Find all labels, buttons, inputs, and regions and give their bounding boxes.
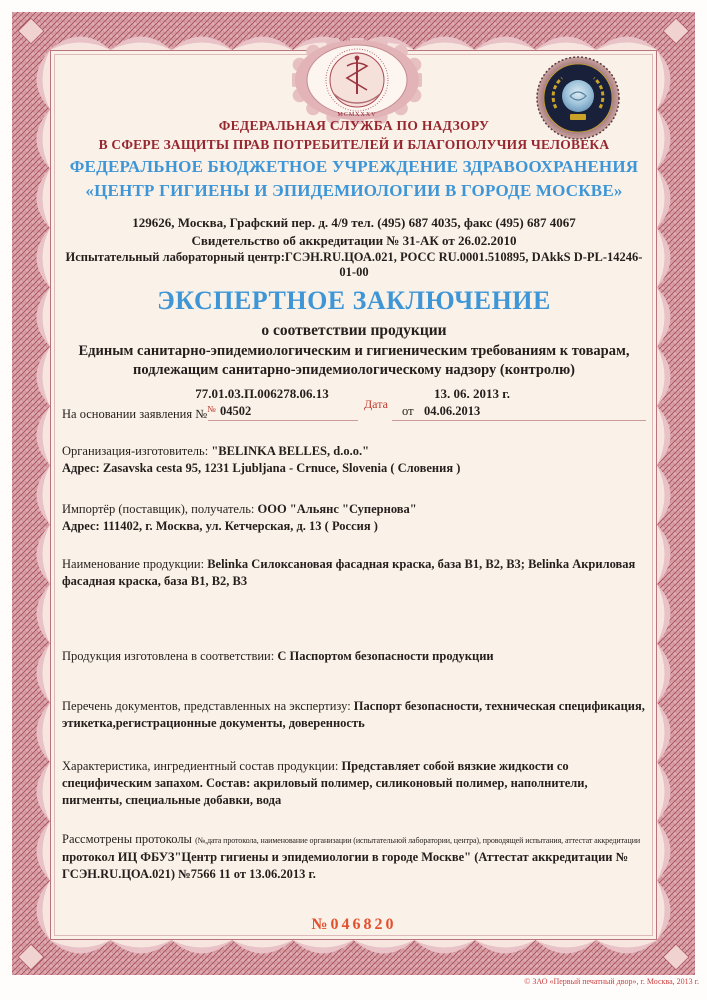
manufacturer-value: "BELINKA BELLES, d.o.o." — [211, 444, 370, 458]
header-agency-line1: ФЕДЕРАЛЬНАЯ СЛУЖБА ПО НАДЗОРУ — [218, 118, 490, 133]
documents-value: Паспорт безопасности, техническая спецификация, этикетка,регистрационные документы, доверенность — [62, 699, 645, 730]
application-label: На основании заявления №№ — [62, 404, 216, 421]
characteristics-value: Представляет собой вязкие жидкости со специфическим запахом. Состав: акриловый полимер, силиконовый полимер, наполнители, пигменты, специальные добавки, вода — [62, 759, 588, 807]
documents-label: Перечень документов, представленных на экспертизу: — [62, 699, 354, 713]
svg-text:MCMXXXV: MCMXXXV — [337, 112, 377, 118]
product-value: Belinka Силоксановая фасадная краска, база В1, В2, В3; Belinka Акриловая фасадная краска, база В1, В2, В3 — [62, 557, 636, 588]
section-characteristics — [62, 758, 646, 809]
conformity-label: Продукция изготовлена в соответствии: — [62, 649, 278, 663]
header-lab-center: Испытательный лабораторный центр:ГСЭН.RU.ЦОА.021, РОСС RU.0001.510895, DAkkS D-PL-14246-01-00 — [65, 250, 643, 279]
header-agency-line2: В СФЕРЕ ЗАЩИТЫ ПРАВ ПОТРЕБИТЕЛЕЙ И БЛАГОПОЛУЧИЯ ЧЕЛОВЕКА — [98, 137, 610, 152]
application-number-line — [208, 420, 358, 421]
section-conformity — [62, 648, 646, 665]
serial-number: №046820 — [311, 916, 397, 933]
header-accreditation: Свидетельство об аккредитации № 31-АК от 26.02.2010 — [191, 233, 517, 248]
section-manufacturer — [62, 443, 646, 477]
protocols-value: протокол ИЦ ФБУЗ"Центр гигиены и эпидемиологии в городе Москве" (Аттестат аккредитации № ГСЭН.RU.ЦОА.021) №7566 11 от 13.06.2013 г. — [62, 850, 629, 881]
protocols-label: Рассмотрены протоколы — [62, 832, 196, 846]
registration-number: 77.01.03.П.006278.06.13 — [195, 386, 329, 401]
from-label: от — [402, 404, 414, 418]
header-institution-line2: «ЦЕНТР ГИГИЕНЫ И ЭПИДЕМИОЛОГИИ В ГОРОДЕ МОСКВЕ» — [85, 181, 623, 200]
registration-date: 13. 06. 2013 г. — [434, 386, 510, 401]
header-address: 129626, Москва, Графский пер. д. 4/9 тел. (495) 687 4035, факс (495) 687 4067 — [132, 215, 576, 230]
date-label: Дата — [364, 397, 388, 411]
application-number-value: 04502 — [220, 404, 252, 418]
copyright-note: © ЗАО «Первый печатный двор», г. Москва, 2013 г. — [524, 977, 699, 986]
section-protocols — [62, 831, 646, 883]
manufacturer-address: Адрес: Zasavska cesta 95, 1231 Ljubljana - Crnuce, Slovenia ( Словения ) — [62, 461, 461, 475]
application-number-mark: № — [207, 404, 216, 414]
application-date-value: 04.06.2013 — [424, 404, 481, 418]
product-label: Наименование продукции: — [62, 557, 208, 571]
medical-rosette-seal-icon — [292, 38, 422, 124]
header-institution-line1: ФЕДЕРАЛЬНОЕ БЮДЖЕТНОЕ УЧРЕЖДЕНИЕ ЗДРАВООХРАНЕНИЯ — [69, 157, 639, 176]
application-date-line — [392, 420, 646, 421]
importer-address: Адрес: 111402, г. Москва, ул. Кетчерская, д. 13 ( Россия ) — [62, 519, 378, 533]
application-row — [62, 397, 646, 424]
manufacturer-label: Организация-изготовитель: — [62, 444, 212, 458]
characteristics-label: Характеристика, ингредиентный состав продукции: — [62, 759, 342, 773]
section-documents — [62, 698, 646, 732]
importer-value: ООО "Альянс "Супернова" — [257, 502, 417, 516]
document-title: ЭКСПЕРТНОЕ ЗАКЛЮЧЕНИЕ — [157, 286, 551, 315]
protocols-note: (№,дата протокола, наименование организации (испытательной лаборатории, центра), проводящей испытания, аттестат аккредитации — [195, 836, 641, 845]
conformity-value: С Паспортом безопасности продукции — [277, 649, 494, 663]
document-subtitle-3: подлежащим санитарно-эпидемиологическому надзору (контролю) — [133, 362, 575, 378]
section-product-name — [62, 556, 646, 590]
section-importer — [62, 501, 646, 535]
importer-label: Импортёр (поставщик), получатель: — [62, 502, 258, 516]
document-subtitle-2: Единым санитарно-эпидемиологическим и гигиеническим требованиям к товарам, — [78, 343, 630, 359]
document-subtitle-1: о соответствии продукции — [261, 322, 447, 339]
